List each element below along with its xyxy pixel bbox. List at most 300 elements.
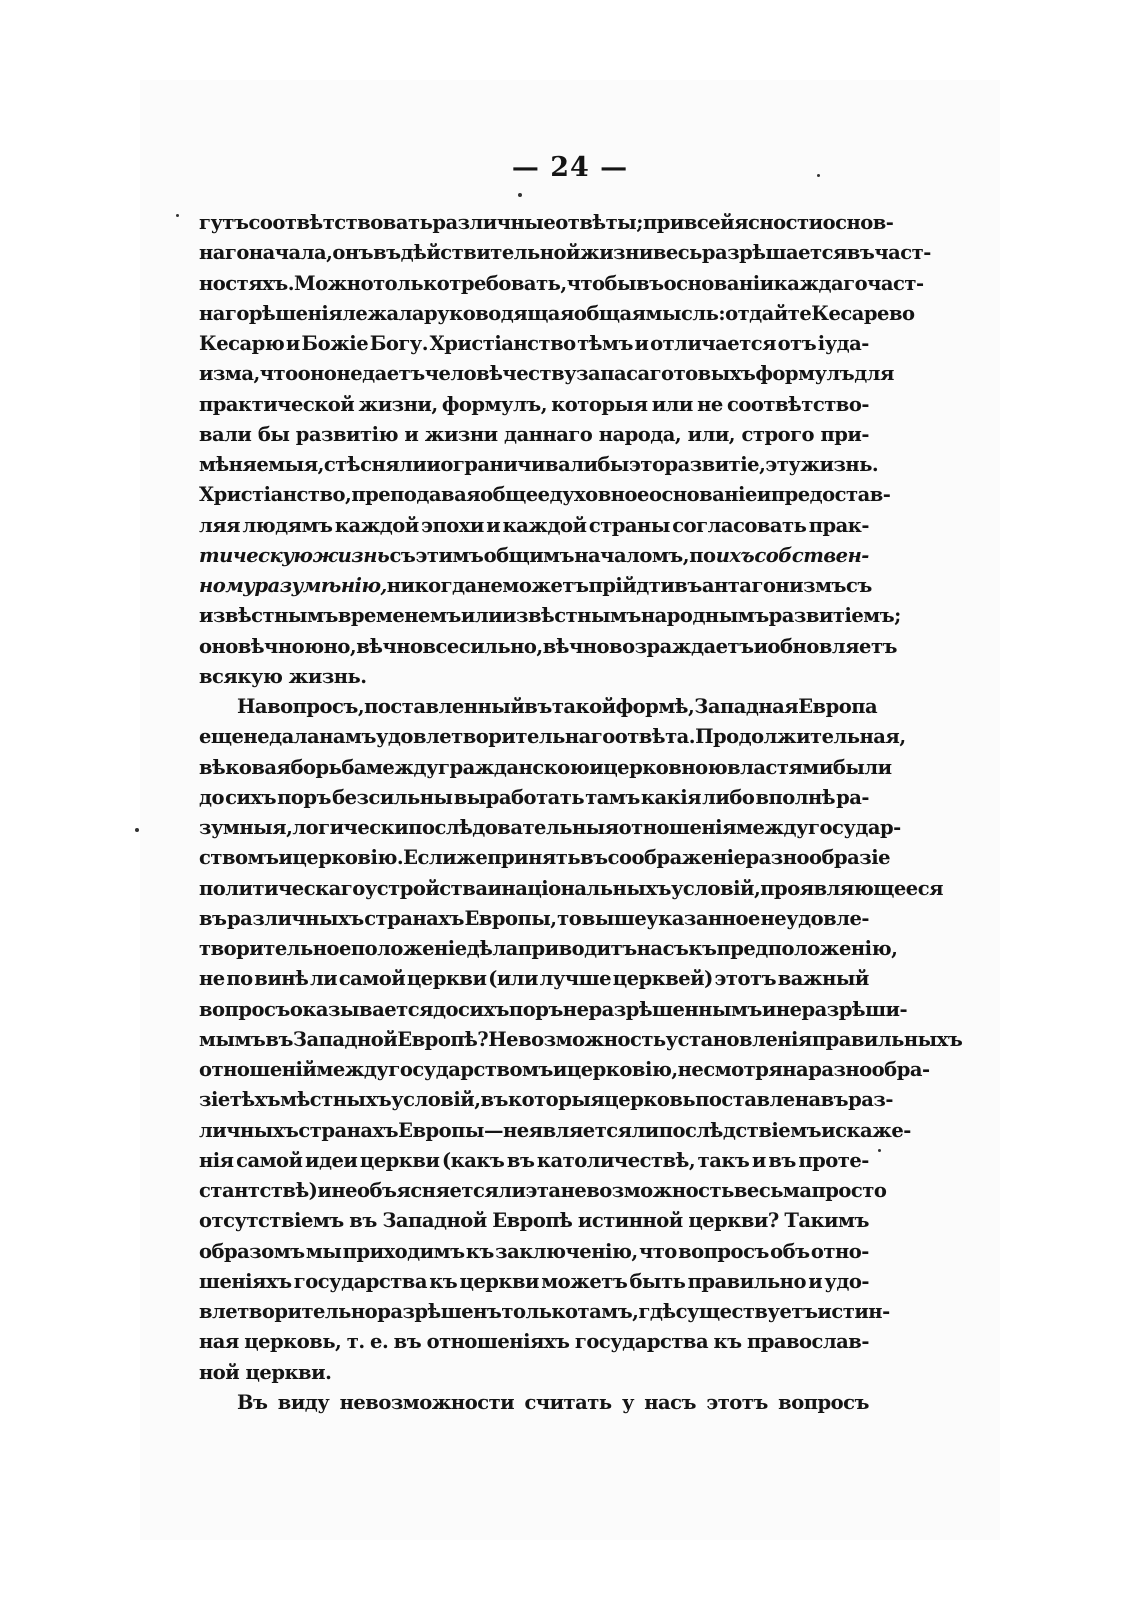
text-line bbox=[199, 843, 891, 873]
word: мымъ bbox=[199, 1027, 266, 1051]
word: между bbox=[365, 755, 438, 779]
word: жизнь. bbox=[800, 453, 879, 476]
word: по bbox=[689, 543, 716, 567]
word: жизни bbox=[580, 241, 653, 265]
word: вопросъ bbox=[778, 1390, 869, 1414]
word: невозможность bbox=[560, 1179, 734, 1202]
word: извѣстнымъ bbox=[502, 604, 641, 628]
text-line bbox=[199, 813, 901, 843]
word: можетъ bbox=[502, 574, 589, 597]
word: ному bbox=[199, 574, 255, 597]
word: человѣчеству bbox=[424, 362, 577, 386]
word: къ bbox=[688, 937, 717, 960]
word: людямъ bbox=[242, 513, 333, 537]
word: національныхъ bbox=[501, 876, 671, 900]
word: временемъ bbox=[337, 604, 461, 628]
word: разрѣшается bbox=[701, 241, 847, 265]
word: является bbox=[528, 1118, 632, 1142]
word: неудовле- bbox=[760, 906, 869, 930]
word: виду bbox=[277, 1390, 330, 1414]
word: собствен- bbox=[754, 543, 869, 567]
word: ная bbox=[199, 1330, 239, 1354]
word: тамъ bbox=[585, 785, 640, 809]
word: тамъ, bbox=[577, 1300, 639, 1323]
word: обновляетъ bbox=[767, 634, 897, 658]
word: въ bbox=[524, 695, 552, 718]
word: можетъ bbox=[541, 1269, 628, 1293]
word: къ bbox=[713, 1330, 742, 1354]
word: даннаго bbox=[504, 422, 593, 446]
text-line bbox=[199, 874, 943, 904]
word: съ bbox=[845, 574, 872, 597]
word: этимъ bbox=[415, 543, 484, 567]
word: удовлетворительнаго bbox=[375, 725, 615, 749]
word: только bbox=[501, 1300, 578, 1323]
word: винѣ bbox=[254, 967, 309, 991]
word: разумѣнію, bbox=[254, 574, 387, 597]
word: различныхъ bbox=[227, 906, 364, 930]
word: отдайте bbox=[725, 301, 812, 325]
word: наго bbox=[199, 241, 249, 265]
text-line bbox=[199, 995, 908, 1025]
word: самой bbox=[338, 967, 406, 991]
word: просто bbox=[811, 1179, 887, 1202]
word: логически bbox=[292, 816, 409, 839]
word: къ bbox=[429, 1269, 458, 1293]
word: нія bbox=[199, 1148, 234, 1172]
text-line bbox=[199, 511, 869, 541]
text-line bbox=[199, 1267, 869, 1297]
text-line bbox=[199, 1146, 869, 1176]
word: церковію. bbox=[292, 846, 404, 870]
word: поръ bbox=[277, 785, 331, 809]
word: невозможности bbox=[339, 1390, 515, 1414]
word: и bbox=[285, 332, 300, 355]
word: послѣдовательныя bbox=[408, 816, 619, 839]
word: ясности bbox=[734, 211, 823, 234]
text-line bbox=[199, 359, 894, 389]
word: Кесарю bbox=[199, 332, 285, 355]
word: прак- bbox=[808, 513, 869, 537]
word: всей bbox=[683, 211, 735, 234]
word: чтобы bbox=[566, 271, 637, 295]
word: духовное bbox=[549, 483, 649, 507]
text-line bbox=[199, 1025, 963, 1055]
word: формулъ bbox=[755, 362, 855, 386]
word: тическую bbox=[199, 543, 313, 567]
word: католичествѣ, bbox=[536, 1148, 696, 1172]
word: объясняется bbox=[357, 1179, 499, 1202]
word: вполнѣ bbox=[755, 785, 836, 809]
word: что bbox=[259, 362, 298, 386]
word: ли bbox=[498, 1179, 526, 1202]
word: раз- bbox=[848, 1088, 893, 1112]
word: народнымъ bbox=[640, 604, 769, 628]
word: условій, bbox=[670, 876, 761, 900]
word: Европа bbox=[798, 695, 878, 718]
word: церкви bbox=[406, 967, 487, 991]
word: церковь bbox=[604, 1088, 696, 1112]
word: онъ bbox=[332, 241, 374, 265]
word: въ bbox=[393, 1330, 422, 1354]
word: объ bbox=[770, 1239, 810, 1263]
word: правильно bbox=[687, 1269, 806, 1293]
word: установленія bbox=[665, 1027, 812, 1051]
word: гутъ bbox=[199, 211, 249, 234]
word: истинной bbox=[577, 1209, 683, 1233]
word: проявляющееся bbox=[760, 876, 943, 900]
word: какія bbox=[640, 785, 702, 809]
word: Невозможность bbox=[488, 1027, 666, 1051]
word: съ bbox=[389, 543, 416, 567]
word: при- bbox=[820, 422, 869, 446]
word: разрѣшенъ bbox=[377, 1300, 502, 1323]
word: предположенію, bbox=[716, 937, 898, 960]
text-line bbox=[199, 1176, 887, 1206]
word: въ bbox=[480, 1088, 509, 1112]
word: Можно bbox=[294, 271, 374, 295]
word: важный bbox=[777, 967, 869, 991]
word: Западной bbox=[292, 1027, 398, 1051]
word: и bbox=[589, 755, 604, 779]
word: Западной bbox=[382, 1209, 487, 1233]
word: іуда- bbox=[817, 332, 869, 355]
text-line bbox=[199, 1327, 869, 1357]
word: жизни bbox=[424, 422, 498, 446]
word: прійдти bbox=[588, 574, 675, 597]
word: Такимъ bbox=[784, 1209, 869, 1233]
word: вѣчно bbox=[356, 634, 423, 658]
word: церкви bbox=[359, 1148, 440, 1172]
word: насъ bbox=[636, 937, 689, 960]
word: еще bbox=[199, 725, 244, 749]
word: отсутствіемъ bbox=[199, 1209, 344, 1233]
word: соображеніе bbox=[607, 846, 746, 870]
word: вышеуказанное bbox=[581, 906, 760, 930]
text-line bbox=[199, 571, 872, 601]
word: на bbox=[782, 1058, 809, 1081]
text-line bbox=[199, 480, 891, 510]
text-line bbox=[199, 1388, 869, 1418]
word: государствомъ bbox=[388, 1058, 553, 1081]
word: шеніяхъ bbox=[199, 1269, 292, 1293]
text-line bbox=[199, 753, 892, 783]
word: Христіанство, bbox=[199, 483, 352, 507]
word: жизнь bbox=[312, 543, 390, 567]
word: ностяхъ. bbox=[199, 271, 295, 295]
word: (или bbox=[488, 967, 538, 991]
word: преподавая bbox=[351, 483, 481, 507]
word: отношеніяхъ bbox=[426, 1330, 570, 1354]
word: не bbox=[476, 574, 503, 597]
word: ли bbox=[631, 1118, 659, 1142]
word: началомъ, bbox=[574, 543, 690, 567]
word: дѣйствительной bbox=[400, 241, 580, 265]
word: намъ bbox=[319, 725, 376, 749]
word: и bbox=[486, 513, 501, 537]
word: каждой bbox=[334, 513, 419, 537]
word: были bbox=[832, 755, 892, 779]
text-line: всякую жизнь. bbox=[199, 664, 367, 688]
word: вопросъ bbox=[678, 1239, 769, 1263]
word: даетъ bbox=[362, 362, 425, 386]
word: между bbox=[316, 1058, 389, 1081]
word: ляя bbox=[199, 513, 241, 537]
word: юно, bbox=[304, 634, 357, 658]
text-line bbox=[199, 269, 924, 299]
word: Кесарево bbox=[811, 301, 915, 325]
word: разнообразіе bbox=[745, 846, 891, 870]
word: властями bbox=[727, 755, 833, 779]
word: не bbox=[199, 967, 225, 991]
word: общее bbox=[480, 483, 550, 507]
print-speck bbox=[518, 193, 522, 197]
word: или bbox=[651, 392, 693, 416]
word: не bbox=[331, 1179, 358, 1202]
word: част- bbox=[867, 271, 924, 295]
word: безсильны bbox=[332, 785, 453, 809]
word: оно bbox=[297, 362, 337, 386]
word: или, bbox=[687, 422, 736, 446]
word: стантствѣ) bbox=[199, 1179, 318, 1202]
word: приходимъ bbox=[342, 1239, 465, 1263]
word: ра- bbox=[836, 785, 869, 809]
word: оно bbox=[199, 634, 238, 658]
word: весьма bbox=[733, 1179, 812, 1202]
word: творительное bbox=[199, 937, 351, 960]
word: въ bbox=[674, 574, 702, 597]
word: Европѣ bbox=[492, 1209, 573, 1233]
word: народа, bbox=[598, 422, 682, 446]
text-line bbox=[199, 541, 869, 571]
word: неразрѣши- bbox=[775, 997, 908, 1021]
print-speck bbox=[817, 174, 820, 177]
word: вѣковая bbox=[199, 755, 291, 779]
word: у bbox=[621, 1390, 634, 1414]
word: гражданскою bbox=[438, 755, 590, 779]
word: Христіанство bbox=[429, 332, 576, 355]
word: антагонизмъ bbox=[701, 574, 846, 597]
word: по bbox=[226, 967, 253, 991]
word: Западная bbox=[694, 695, 799, 718]
word: удо- bbox=[824, 1269, 869, 1293]
text-line bbox=[199, 329, 869, 359]
text-line bbox=[199, 420, 869, 450]
word: Европѣ? bbox=[397, 1027, 489, 1051]
word: заключенію, bbox=[495, 1239, 638, 1263]
word: такой bbox=[551, 695, 616, 718]
word: гдѣ bbox=[638, 1300, 676, 1323]
word: же bbox=[456, 846, 488, 870]
word: такъ bbox=[697, 1148, 750, 1172]
text-line bbox=[199, 601, 901, 631]
word: насъ bbox=[644, 1390, 696, 1414]
text-line: ной церкви. bbox=[199, 1360, 332, 1384]
word: только bbox=[373, 271, 450, 295]
word: неразрѣшеннымъ bbox=[562, 997, 762, 1021]
word: и bbox=[317, 1179, 332, 1202]
word: запаса bbox=[576, 362, 650, 386]
word: государства bbox=[574, 1330, 709, 1354]
word: формѣ, bbox=[615, 695, 695, 718]
word: вопросъ bbox=[199, 997, 290, 1021]
word: и bbox=[756, 483, 771, 507]
word: въ bbox=[199, 906, 227, 930]
text-line bbox=[199, 692, 878, 722]
word: выработать bbox=[453, 785, 585, 809]
word: общимъ bbox=[483, 543, 575, 567]
word: въ bbox=[820, 1088, 849, 1112]
word: при bbox=[642, 211, 684, 234]
word: вѣчно bbox=[542, 634, 610, 658]
word: и bbox=[808, 1269, 823, 1293]
word: отно- bbox=[810, 1239, 869, 1263]
text-line bbox=[199, 1085, 893, 1115]
word: эта bbox=[525, 1179, 561, 1202]
word: для bbox=[854, 362, 894, 386]
text-line bbox=[199, 722, 906, 752]
word: зіе bbox=[199, 1088, 230, 1112]
word: бы bbox=[597, 453, 629, 476]
word: т. bbox=[346, 1330, 365, 1354]
word: до bbox=[199, 785, 225, 809]
word: и bbox=[487, 876, 502, 900]
word: мѣстныхъ bbox=[280, 1088, 392, 1112]
word: бы bbox=[257, 422, 290, 446]
word: начала, bbox=[248, 241, 333, 265]
word: сихъ bbox=[458, 997, 509, 1021]
text-line bbox=[199, 904, 869, 934]
word: всесильно, bbox=[422, 634, 543, 658]
word: странахъ bbox=[364, 906, 464, 930]
word: стѣсняли bbox=[323, 453, 427, 476]
word: — bbox=[483, 1118, 503, 1142]
word: Европы bbox=[398, 1118, 484, 1142]
word: и bbox=[404, 422, 419, 446]
word: вали bbox=[199, 422, 252, 446]
word: къ bbox=[465, 1239, 494, 1263]
word: истин- bbox=[817, 1300, 890, 1323]
text-line bbox=[199, 238, 931, 268]
word: отличается bbox=[650, 332, 777, 355]
word: ихъ bbox=[715, 543, 755, 567]
word: Божіе bbox=[301, 332, 369, 355]
word: никогда bbox=[386, 574, 477, 597]
word: эту bbox=[765, 453, 801, 476]
word: которыя bbox=[508, 1088, 605, 1112]
word: разнообра- bbox=[808, 1058, 930, 1081]
word: мы bbox=[305, 1239, 342, 1263]
word: страны bbox=[588, 513, 670, 537]
word: и bbox=[552, 1058, 567, 1081]
word: лежала bbox=[342, 301, 425, 325]
word: поставленный bbox=[364, 695, 525, 718]
word: и bbox=[753, 634, 768, 658]
word: условій, bbox=[391, 1088, 481, 1112]
word: положеніе bbox=[350, 937, 467, 960]
word: отношеній bbox=[199, 1058, 317, 1081]
word: считать bbox=[524, 1390, 612, 1414]
word: (какъ bbox=[441, 1148, 505, 1172]
word: этотъ bbox=[706, 1390, 768, 1414]
word: странахъ bbox=[298, 1118, 399, 1142]
print-speck bbox=[878, 1149, 881, 1152]
word: церквей) bbox=[612, 967, 713, 991]
word: въ bbox=[846, 241, 875, 265]
word: сихъ bbox=[225, 785, 277, 809]
word: церковію, bbox=[566, 1058, 678, 1081]
word: извѣстнымъ bbox=[199, 604, 338, 628]
word: част- bbox=[874, 241, 931, 265]
text-line bbox=[199, 1237, 869, 1267]
word: основ- bbox=[822, 211, 894, 234]
word: основаніе bbox=[648, 483, 757, 507]
word: Богу. bbox=[369, 332, 429, 355]
word: эпохи bbox=[421, 513, 484, 537]
word: влетворительно bbox=[199, 1300, 378, 1323]
word: предостав- bbox=[770, 483, 891, 507]
word: существуетъ bbox=[675, 1300, 818, 1323]
word: практической bbox=[199, 392, 355, 416]
word: жизни, bbox=[358, 392, 438, 416]
word: развитію bbox=[295, 422, 398, 446]
word: Продолжительная, bbox=[695, 725, 906, 749]
word: либо bbox=[702, 785, 755, 809]
word: вопросъ, bbox=[267, 695, 365, 718]
word: въ bbox=[506, 1148, 535, 1172]
text-line bbox=[199, 1297, 890, 1327]
word: не bbox=[697, 392, 723, 416]
word: и bbox=[278, 846, 293, 870]
word: въ bbox=[768, 1148, 796, 1172]
word: формулъ, bbox=[441, 392, 547, 416]
word: устройства bbox=[364, 876, 488, 900]
word: церковь, bbox=[244, 1330, 342, 1354]
word: и bbox=[634, 332, 649, 355]
word: оказывается bbox=[289, 997, 433, 1021]
word: принять bbox=[487, 846, 581, 870]
word: Европы, bbox=[464, 906, 557, 930]
word: соотвѣтство- bbox=[727, 392, 869, 416]
word: послѣдствіемъ bbox=[658, 1118, 822, 1142]
word: не bbox=[243, 725, 270, 749]
word: весь bbox=[652, 241, 702, 265]
word: этотъ bbox=[714, 967, 777, 991]
word: до bbox=[432, 997, 458, 1021]
word: Въ bbox=[237, 1390, 268, 1414]
text-line bbox=[199, 632, 897, 662]
word: требовать, bbox=[449, 271, 567, 295]
word: въ bbox=[349, 1209, 377, 1233]
page-number: — 24 — bbox=[511, 152, 629, 183]
word: дѣла bbox=[466, 937, 518, 960]
word: поръ bbox=[508, 997, 563, 1021]
word: приводитъ bbox=[517, 937, 637, 960]
body-text bbox=[199, 208, 963, 1418]
word: искаже- bbox=[821, 1118, 911, 1142]
print-speck bbox=[135, 828, 139, 832]
word: изма, bbox=[199, 362, 260, 386]
word: то bbox=[557, 906, 582, 930]
text-line bbox=[199, 208, 894, 238]
word: соотвѣтствовать bbox=[248, 211, 433, 234]
word: несмотря bbox=[677, 1058, 783, 1081]
word: поставлена bbox=[695, 1088, 821, 1112]
word: ствомъ bbox=[199, 846, 279, 870]
text-line bbox=[199, 450, 879, 480]
word: строго bbox=[741, 422, 815, 446]
word: государ- bbox=[808, 816, 901, 839]
